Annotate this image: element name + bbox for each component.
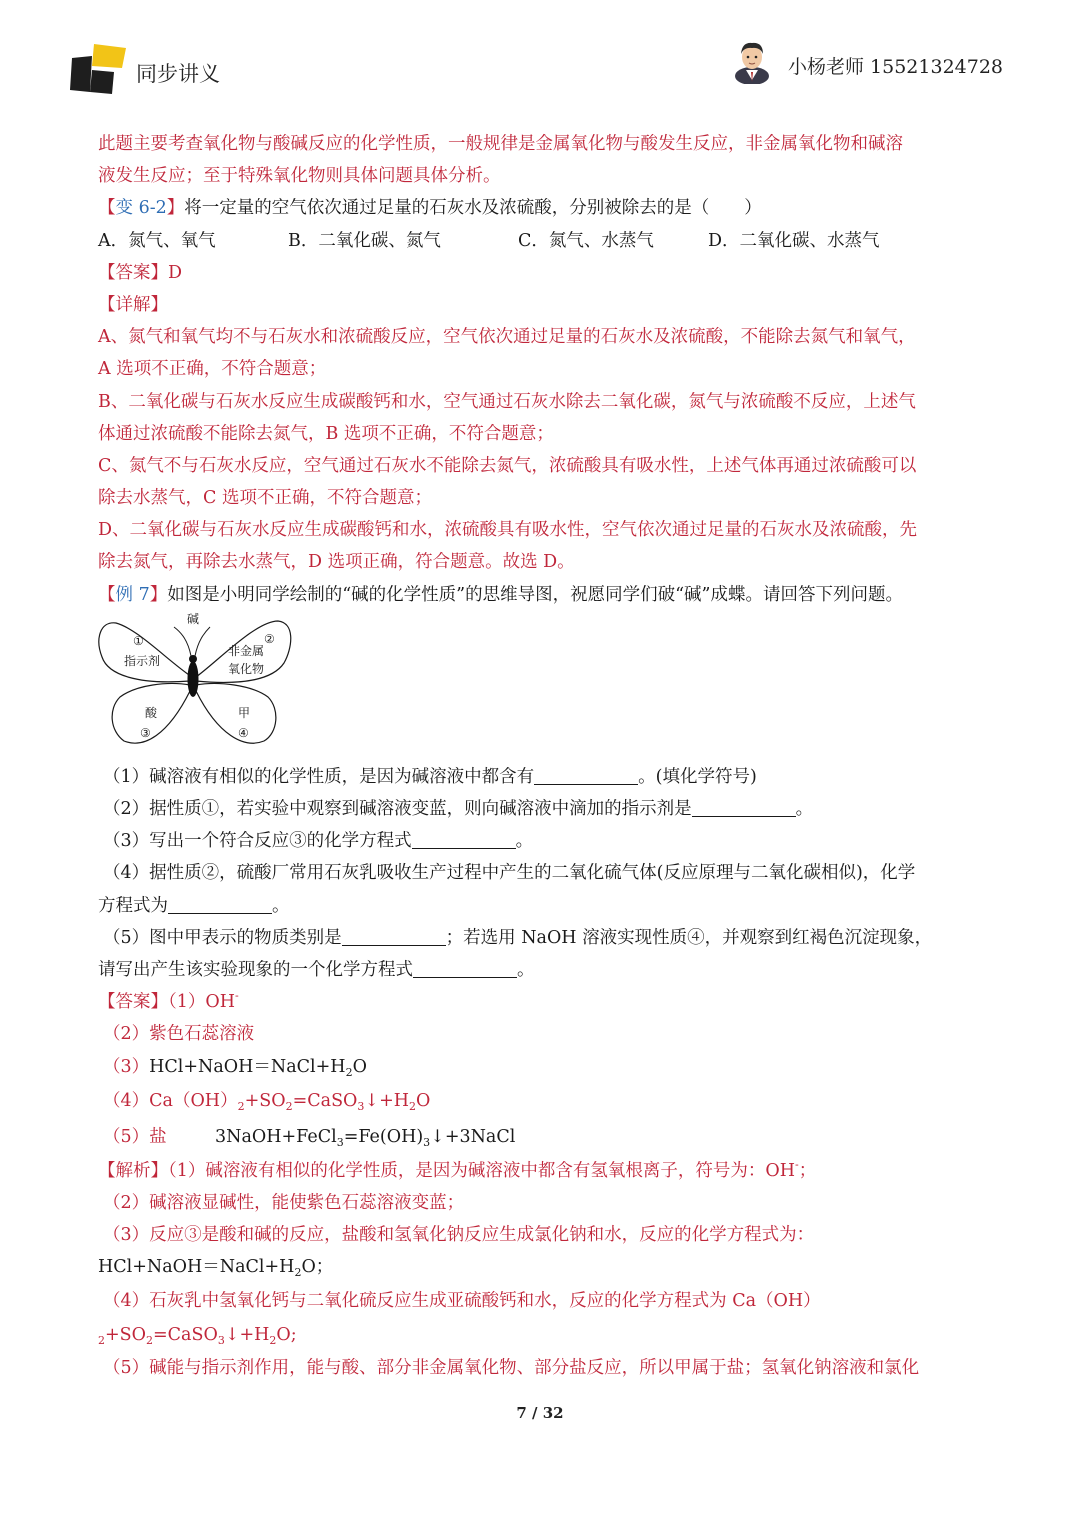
answer-blank[interactable] (534, 764, 638, 785)
detail-line: 体通过浓硫酸不能除去氮气，B 选项不正确，不符合题意； (98, 423, 554, 444)
question-4-cont: 方程式为 。 (98, 890, 988, 922)
wing-bottom-right (196, 683, 276, 743)
analysis-2: （2）碱溶液显碱性，能使紫色石蕊溶液变蓝； (103, 1192, 465, 1213)
fig-body-label: 碱 (187, 611, 200, 626)
analysis-tag: 【解析】 (98, 1160, 168, 1181)
intro-line: 液发生反应；至于特殊氧化物则具体问题具体分析。 (98, 166, 501, 187)
fig-wing1-num: ① (133, 633, 144, 648)
butterfly-figure (98, 611, 988, 761)
butterfly-head (189, 655, 197, 663)
question-5: （5）图中甲表示的物质类别是 ；若选用 NaOH 溶液实现性质④，并观察到红褐色沉淀现象， (98, 922, 988, 954)
page-header (0, 0, 1080, 110)
brand-title: 同步讲义 (136, 62, 220, 86)
detail-tag: 【详解】 (98, 294, 168, 315)
analysis-4: （4）石灰乳中氢氧化钙与二氧化硫反应生成亚硫酸钙和水，反应的化学方程式为 Ca（OH） (103, 1291, 821, 1312)
teacher-avatar-icon (732, 38, 772, 84)
options-row (98, 225, 988, 257)
question-1: （1）碱溶液有相似的化学性质，是因为碱溶液中都含有 。(填化学符号) (98, 761, 988, 793)
detail-line: D、二氧化碳与石灰水反应生成碳酸钙和水，浓硫酸具有吸水性，空气依次通过足量的石灰水及浓硫酸，先 (98, 520, 918, 541)
option-b: B．二氧化碳、氮气 (288, 230, 441, 251)
analysis-5: （5）碱能与指示剂作用，能与酸、部分非金属氧化物、部分盐反应，所以甲属于盐；氢氧化钠溶液和氯化 (103, 1357, 920, 1378)
wing-top-left (99, 623, 192, 682)
question-2: （2）据性质①，若实验中观察到碱溶液变蓝，则向碱溶液中滴加的指示剂是 。 (98, 793, 988, 825)
detail-line: C、氮气不与石灰水反应，空气通过石灰水不能除去氮气，浓硫酸具有吸水性，上述气体再通过浓硫酸可以 (98, 455, 917, 476)
page-number: 7 / 32 (516, 1404, 564, 1422)
answer-3: $(3)HCl+NaOH=NaCl+H_2O$ (103, 1056, 367, 1079)
answer-4: $(4)Ca(OH)_2+SO_2=CaSO_3↓+H_2O$ (103, 1090, 431, 1113)
answer-5: （5）盐 $3NaOH+FeCl_3=Fe(OH)_3↓+3NaCl$ (103, 1126, 516, 1149)
antenna-right (195, 627, 210, 656)
detail-line: 除去水蒸气，C 选项不正确，不符合题意； (98, 488, 432, 509)
page-content (98, 128, 988, 1384)
fig-wing2-label-1: 非金属 (228, 643, 265, 658)
fig-wing3-label: 酸 (145, 705, 158, 720)
answer-blank[interactable] (692, 796, 796, 817)
analysis-3: （3）反应③是酸和碱的反应，盐酸和氢氧化钠反应生成氯化钠和水，反应的化学方程式为： (103, 1225, 815, 1246)
question-stem: 将一定量的空气依次通过足量的石灰水及浓硫酸，分别被除去的是（ ） (184, 198, 762, 219)
question-3: （3）写出一个符合反应③的化学方程式 。 (98, 825, 988, 857)
answer-blank[interactable] (168, 893, 272, 914)
analysis-1: 【解析】（1）碱溶液有相似的化学性质，是因为碱溶液中都含有氢氧根离子，符号为：OH-； (98, 1157, 817, 1181)
answer-1: 【答案】（1）OH- (98, 989, 239, 1013)
fig-wing2-label-2: 氧化物 (228, 661, 265, 676)
detail-line: 除去氮气，再除去水蒸气，D 选项正确，符合题意。故选 D。 (98, 552, 575, 573)
question-6-2 (98, 192, 988, 224)
butterfly-mind-map (98, 609, 298, 759)
fig-wing3-num: ③ (140, 725, 151, 740)
answer-2: （2）紫色石蕊溶液 (103, 1024, 255, 1045)
detail-line: A、氮气和氧气均不与石灰水和浓硫酸反应，空气依次通过足量的石灰水及浓硫酸，不能除去氮气和氧气， (98, 327, 916, 348)
brand-logo-icon (70, 44, 126, 94)
answer-blank[interactable] (342, 925, 446, 946)
answer-tag: 【答案】 (98, 992, 168, 1013)
question-4: （4）据性质②，硫酸厂常用石灰乳吸收生产过程中产生的二氧化硫气体(反应原理与二氧化碳相似)，化学 (103, 863, 916, 884)
example-7 (98, 579, 988, 611)
teacher-contact: 小杨老师 15521324728 (788, 56, 1004, 78)
answer-blank[interactable] (413, 957, 517, 978)
option-a: A．氮气、氧气 (98, 230, 216, 251)
fig-wing1-label: 指示剂 (124, 653, 161, 668)
answer-blank[interactable] (412, 828, 516, 849)
option-c: C．氮气、水蒸气 (518, 230, 654, 251)
fig-wing4-num: ④ (238, 725, 249, 740)
answer-line (98, 257, 988, 289)
example-tag: 【例 7】 (98, 584, 168, 605)
answer-value: D (168, 262, 183, 283)
question-tag: 【变 6-2】 (98, 198, 185, 219)
detail-line: A 选项不正确，不符合题意； (98, 359, 327, 380)
fig-wing4-label: 甲 (238, 705, 251, 720)
answer-tag: 【答案】 (98, 262, 168, 283)
intro-line: 此题主要考查氧化物与酸碱反应的化学性质，一般规律是金属氧化物与酸发生反应，非金属氧化物和碱溶 (98, 134, 903, 154)
analysis-3-equation: $HCl+NaOH=NaCl+H_2O$； (98, 1257, 334, 1280)
detail-line: B、二氧化碳与石灰水反应生成碳酸钙和水，空气通过石灰水除去二氧化碳，氮气与浓硫酸不反应，上述气 (98, 391, 916, 412)
antenna-left (174, 627, 191, 656)
question-5-cont: 请写出产生该实验现象的一个化学方程式 。 (98, 954, 988, 986)
example-stem: 如图是小明同学绘制的“碱的化学性质”的思维导图，祝愿同学们破“碱”成蝶。请回答下列问题。 (167, 584, 903, 605)
analysis-4-equation: $_2+SO_2=CaSO_3↓+H_2O$; (98, 1325, 297, 1348)
fig-wing2-num: ② (264, 631, 275, 646)
butterfly-body (188, 661, 199, 697)
option-d: D．二氧化碳、水蒸气 (708, 230, 880, 251)
